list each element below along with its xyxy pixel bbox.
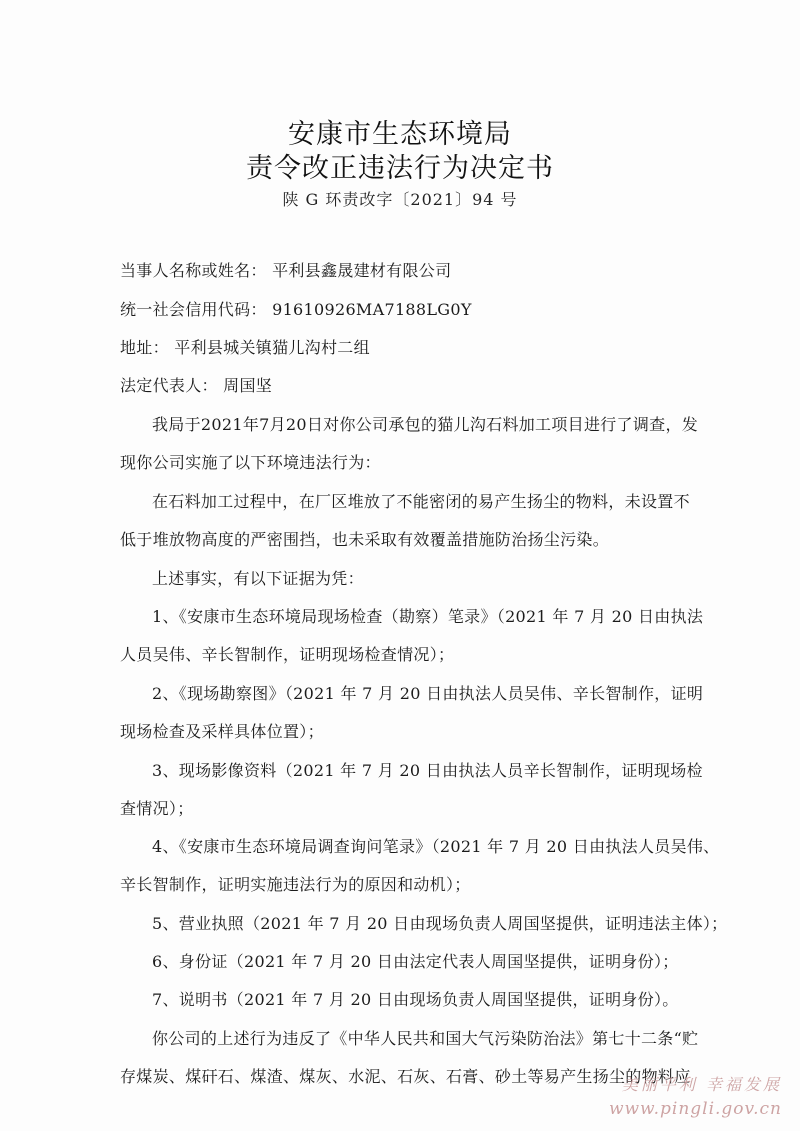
evidence-item-4-cont: 辛长智制作，证明实施违法行为的原因和动机）； — [120, 875, 471, 894]
paragraph-investigation-cont: 现你公司实施了以下环境违法行为： — [120, 453, 381, 472]
paragraph-violation-cont: 低于堆放物高度的严密围挡，也未采取有效覆盖措施防治扬尘污染。 — [120, 530, 610, 549]
document-number: 陕 G 环责改字〔2021〕94 号 — [282, 190, 518, 209]
evidence-item-4: 4、《安康市生态环境局调查询问笔录》（2021 年 7 月 20 日由执法人员吴伟、 — [152, 837, 720, 856]
credit-code-line: 统一社会信用代码： 91610926MA7188LG0Y — [120, 300, 472, 319]
evidence-item-3: 3、现场影像资料（2021 年 7 月 20 日由执法人员辛长智制作，证明现场检 — [152, 761, 703, 780]
paragraph-investigation: 我局于2021年7月20日对你公司承包的猫儿沟石料加工项目进行了调查，发 — [152, 415, 699, 434]
evidence-item-2: 2、《现场勘察图》（2021 年 7 月 20 日由执法人员吴伟、辛长智制作，证明 — [152, 684, 704, 703]
paragraph-legal-basis: 你公司的上述行为违反了《中华人民共和国大气污染防治法》第七十二条“贮 — [152, 1029, 699, 1048]
website-watermark — [609, 1072, 782, 1119]
evidence-item-3-cont: 查情况）； — [120, 799, 194, 818]
paragraph-violation: 在石料加工过程中，在厂区堆放了不能密闭的易产生扬尘的物料，未设置不 — [152, 492, 690, 511]
document-title-agency: 安康市生态环境局 — [288, 119, 512, 150]
evidence-item-7: 7、说明书（2021 年 7 月 20 日由现场负责人周国坚提供，证明身份）。 — [152, 990, 679, 1009]
evidence-item-1-cont: 人员吴伟、辛长智制作，证明现场检查情况）； — [120, 645, 455, 664]
evidence-item-5: 5、营业执照（2021 年 7 月 20 日由现场负责人周国坚提供，证明违法主体）； — [152, 914, 728, 933]
legal-representative-line: 法定代表人： 周国坚 — [120, 376, 273, 395]
evidence-item-2-cont: 现场检查及采样具体位置）； — [120, 722, 324, 741]
watermark-slogan: 美丽平利 幸福发展 — [621, 1075, 782, 1094]
watermark-url: www.pingli.gov.cn — [608, 1099, 782, 1119]
evidence-intro: 上述事实，有以下证据为凭： — [152, 569, 364, 588]
address-line: 地址： 平利县城关镇猫儿沟村二组 — [120, 338, 370, 357]
evidence-item-6: 6、身份证（2021 年 7 月 20 日由法定代表人周国坚提供，证明身份）； — [152, 952, 679, 971]
party-name-line: 当事人名称或姓名： 平利县鑫晟建材有限公司 — [120, 261, 452, 280]
paragraph-legal-basis-cont: 存煤炭、煤矸石、煤渣、煤灰、水泥、石灰、石膏、砂土等易产生扬尘的物料应 — [120, 1067, 691, 1086]
document-title-decision: 责令改正违法行为决定书 — [246, 153, 554, 184]
evidence-item-1: 1、《安康市生态环境局现场检查（勘察）笔录》（2021 年 7 月 20 日由执法 — [152, 607, 704, 626]
